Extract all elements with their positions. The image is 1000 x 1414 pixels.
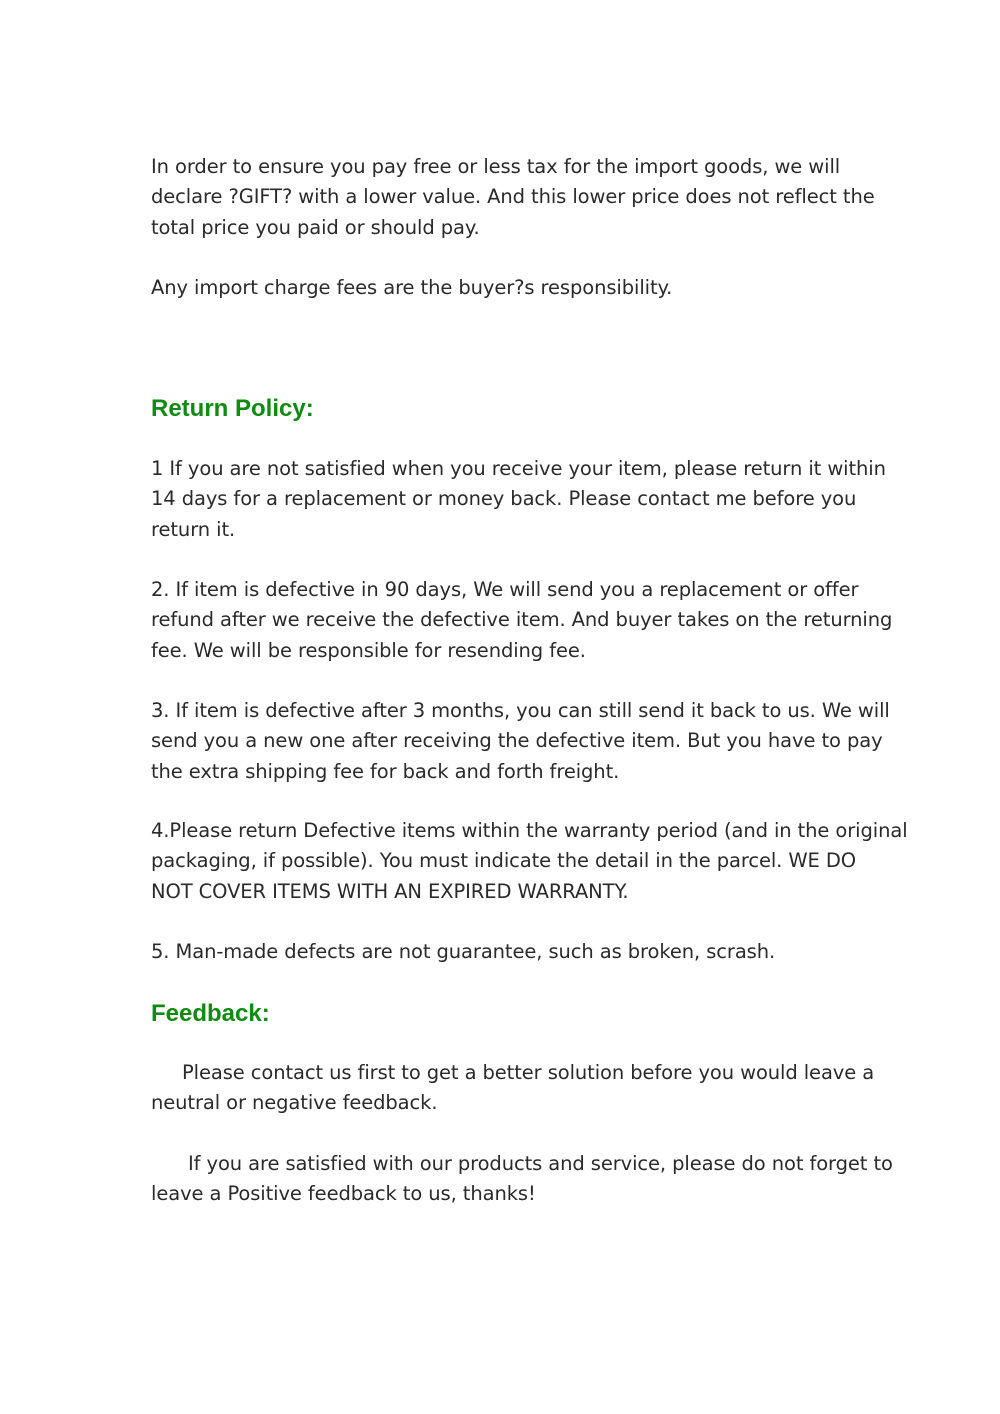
text-line: declare ?GIFT? with a lower value. And this lower price does not reflect the — [151, 185, 875, 209]
import-fees-paragraph — [151, 273, 672, 303]
text-line: Any import charge fees are the buyer?s responsibility. — [151, 276, 673, 299]
text-line: 14 days for a replacement or money back. Please contact me before you — [151, 487, 857, 511]
text-line: send you a new one after receiving the defective item. But you have to pay — [151, 729, 883, 753]
feedback-heading: Feedback: — [151, 1000, 270, 1027]
text-line: neutral or negative feedback. — [151, 1091, 438, 1115]
text-line: If you are satisfied with our products and service, please do not forget to — [188, 1152, 893, 1175]
policy-item-2 — [151, 575, 892, 666]
intro-paragraph — [151, 152, 875, 243]
feedback-paragraph-1 — [151, 1058, 874, 1119]
text-line: the extra shipping fee for back and forth freight. — [151, 759, 620, 783]
feedback-paragraph-2 — [151, 1149, 893, 1210]
text-line: NOT COVER ITEMS WITH AN EXPIRED WARRANTY. — [151, 879, 629, 903]
return-policy-heading: Return Policy: — [151, 395, 314, 422]
text-line: refund after we receive the defective item. And buyer takes on the returning — [151, 608, 893, 632]
text-line: fee. We will be responsible for resending fee. — [151, 638, 586, 662]
text-line: total price you paid or should pay. — [151, 215, 480, 239]
text-line: 1 If you are not satisfied when you receive your item, please return it within — [151, 457, 886, 480]
text-line: packaging, if possible). You must indicate the detail in the parcel. WE DO — [151, 849, 857, 873]
text-line: In order to ensure you pay free or less tax for the import goods, we will — [151, 155, 841, 178]
text-line: 4.Please return Defective items within the warranty period (and in the original — [151, 819, 908, 842]
policy-item-4 — [151, 816, 908, 907]
text-line: 2. If item is defective in 90 days, We will send you a replacement or offer — [151, 578, 859, 601]
text-line: return it. — [151, 517, 236, 541]
policy-item-3 — [151, 696, 890, 787]
text-line: 3. If item is defective after 3 months, you can still send it back to us. We will — [151, 699, 890, 722]
policy-item-5 — [151, 937, 775, 967]
policy-item-1 — [151, 454, 886, 545]
text-line: leave a Positive feedback to us, thanks! — [151, 1182, 536, 1206]
text-line: 5. Man-made defects are not guarantee, such as broken, scrash. — [151, 940, 776, 963]
text-line: Please contact us first to get a better solution before you would leave a — [182, 1061, 875, 1084]
